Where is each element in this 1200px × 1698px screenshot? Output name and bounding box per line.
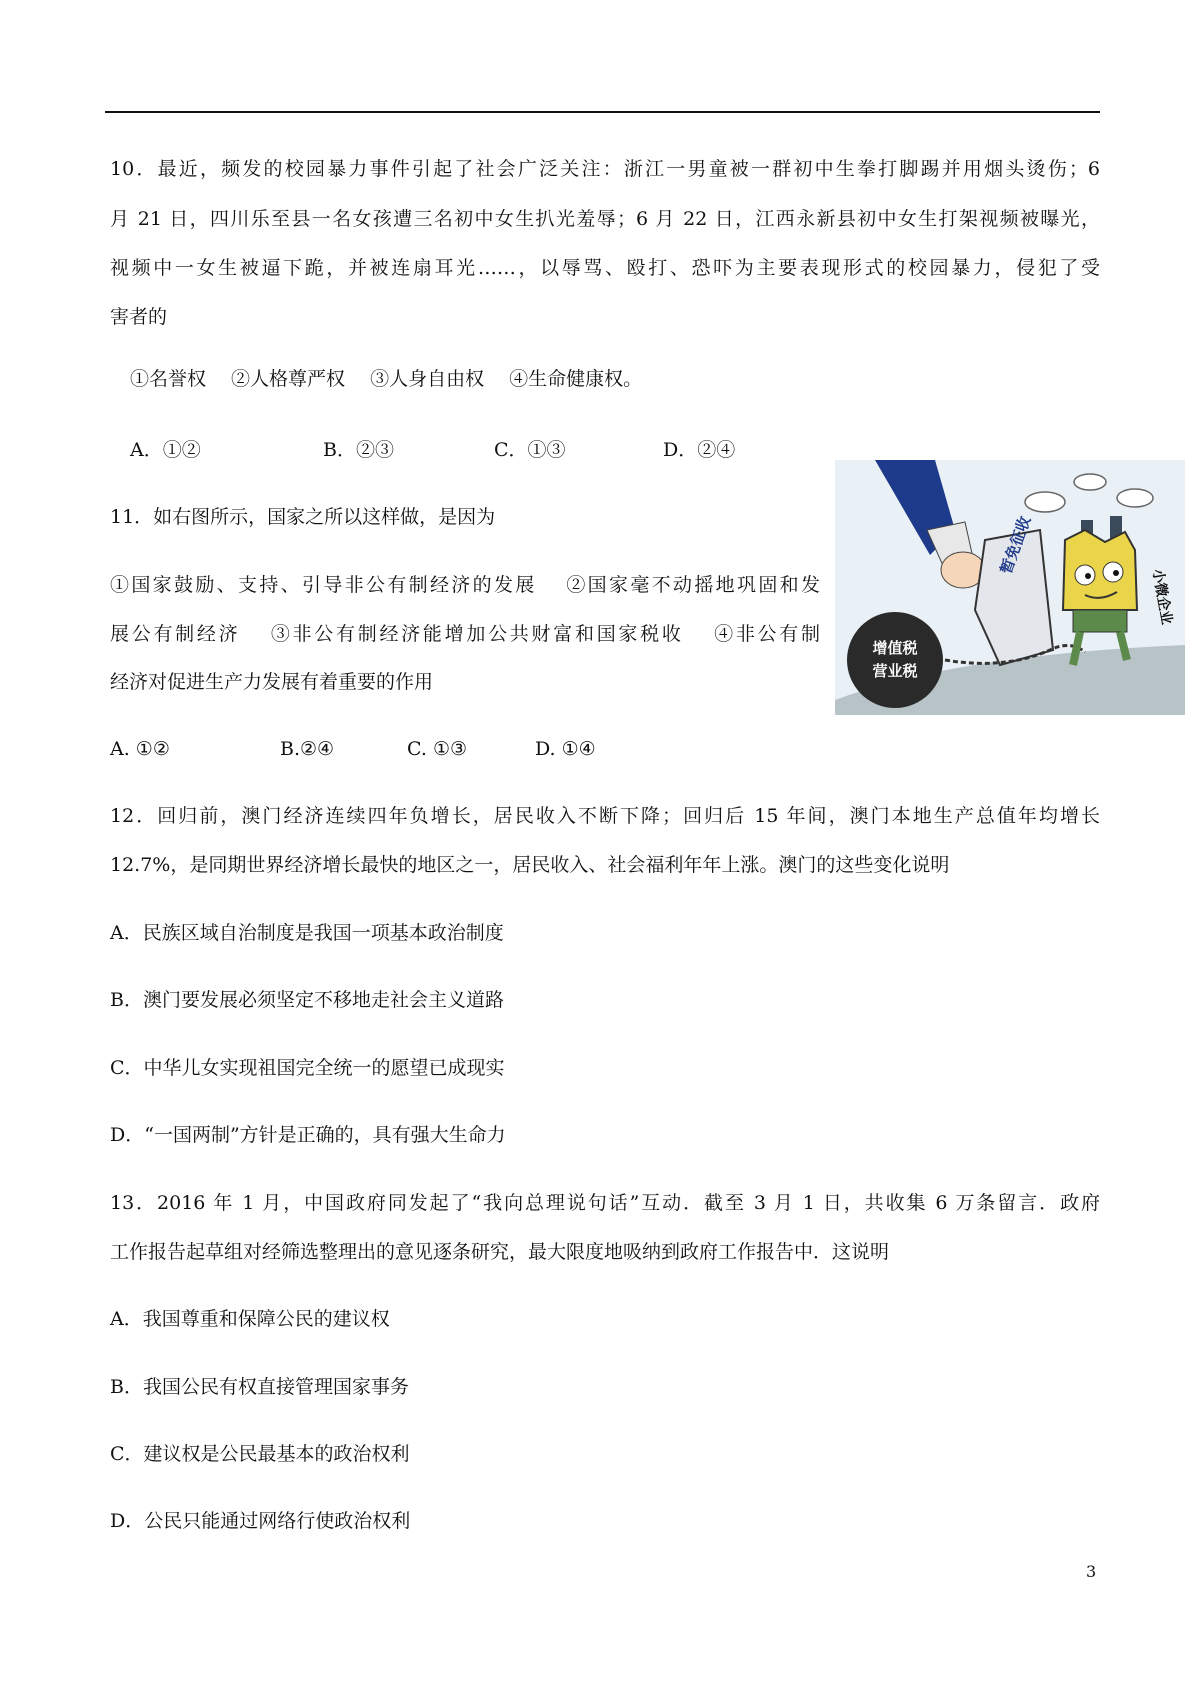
q11-items-line-1: ①国家鼓励、支持、引导非公有制经济的发展 ②国家毫不动摇地巩固和发 [110, 574, 820, 596]
q13-stem-line-1: 13．2016 年 1 月，中国政府同发起了“我向总理说句话”互动．截至 3 月 1 日，共收集 6 万条留言．政府 [110, 1192, 1100, 1214]
q11-option-d: D. ①④ [535, 738, 596, 760]
q12-option-c: C．中华儿女实现祖国完全统一的愿望已成现实 [110, 1057, 505, 1079]
q12-option-a: A．民族区域自治制度是我国一项基本政治制度 [110, 922, 504, 944]
q13-option-d: D．公民只能通过网络行使政治权利 [110, 1510, 411, 1532]
tax-label-2: 营业税 [872, 663, 918, 680]
q13-option-c: C．建议权是公民最基本的政治权利 [110, 1443, 410, 1465]
q10-option-c: C．①③ [494, 439, 566, 461]
thought-bubble-icon [1025, 492, 1065, 512]
q11-option-a: A. ①② [110, 738, 170, 760]
q12-stem-line-1: 12．回归前，澳门经济连续四年负增长，居民收入不断下降；回归后 15 年间，澳门本地生产总值年均增长 [110, 805, 1100, 827]
q13-stem-line-2: 工作报告起草组对经筛选整理出的意见逐条研究，最大限度地吸纳到政府工作报告中．这说明 [110, 1241, 890, 1263]
q10-option-d: D．②④ [663, 439, 736, 461]
header-rule [105, 111, 1100, 113]
q10-stem-line-2: 月 21 日，四川乐至县一名女孩遭三名初中女生扒光羞辱；6 月 22 日，江西永新县初中女生打架视频被曝光， [110, 208, 1100, 230]
stamp-text: 暂免征收 [997, 514, 1035, 577]
q11-items-line-2: 展公有制经济 ③非公有制经济能增加公共财富和国家税收 ④非公有制 [110, 623, 820, 645]
q10-stem-line-4: 害者的 [110, 306, 168, 328]
q12-stem-line-2: 12.7%，是同期世界经济增长最快的地区之一，居民收入、社会福利年年上涨。澳门的这些变化说明 [110, 854, 950, 876]
q10-stem-line-1: 10．最近，频发的校园暴力事件引起了社会广泛关注：浙江一男童被一群初中生拳打脚踢并用烟头烫伤；6 [110, 158, 1100, 180]
q11-stem: 11．如右图所示，国家之所以这样做，是因为 [110, 506, 496, 528]
page-number: 3 [1086, 1562, 1097, 1581]
tax-ball-icon [847, 612, 943, 708]
q11-items-line-3: 经济对促进生产力发展有着重要的作用 [110, 671, 434, 693]
q10-option-a: A．①② [130, 439, 201, 461]
q10-option-b: B．②③ [323, 439, 394, 461]
q11-option-c: C. ①③ [407, 738, 468, 760]
q10-stem-line-3: 视频中一女生被逼下跪，并被连扇耳光……，以辱骂、殴打、恐吓为主要表现形式的校园暴力，侵犯了受 [110, 257, 1100, 279]
q10-items: ①名誉权 ②人格尊严权 ③人身自由权 ④生命健康权。 [130, 368, 643, 390]
q12-option-b: B．澳门要发展必须坚定不移地走社会主义道路 [110, 989, 504, 1011]
q13-option-a: A．我国尊重和保障公民的建议权 [110, 1308, 390, 1330]
tax-exemption-cartoon [835, 460, 1185, 715]
company-label: 小微企业 [1150, 567, 1176, 626]
tax-label-1: 增值税 [872, 640, 918, 657]
q12-option-d: D．“一国两制”方针是正确的，具有强大生命力 [110, 1124, 506, 1146]
q13-option-b: B．我国公民有权直接管理国家事务 [110, 1376, 409, 1398]
q11-option-b: B.②④ [280, 738, 335, 760]
